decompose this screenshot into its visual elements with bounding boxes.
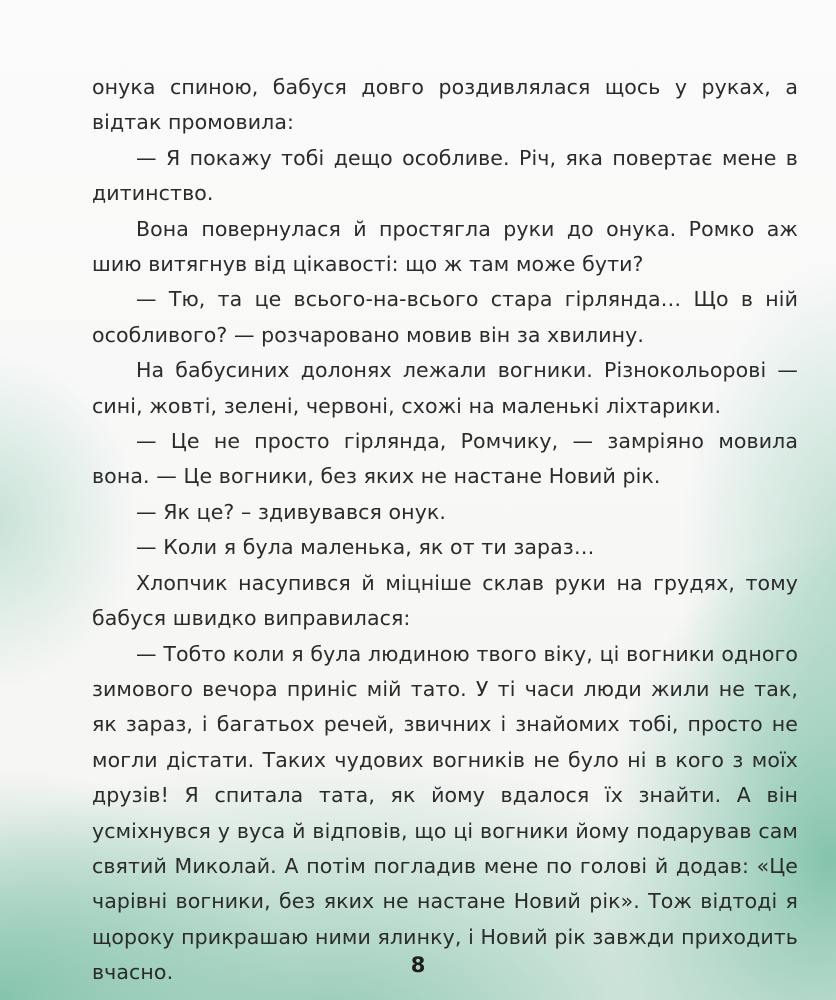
paragraph-7: — Як це? – здивувався онук.	[136, 499, 447, 524]
paragraph-8: — Коли я була маленька, як от ти зараз…	[136, 535, 595, 560]
paragraph-4: — Тю, та це всього-на-всього стара гірлянда… Що в ній особливого? — розчаровано мовив він за хвилину.	[92, 287, 798, 347]
paragraph-9: Хлопчик насупився й міцніше склав руки на грудях, тому бабуся швидко виправилася:	[92, 570, 798, 631]
page-number: 8	[410, 953, 426, 977]
paragraph-1: онука спиною, бабуся довго роздивлялася щось у руках, а відтак промовила:	[92, 75, 798, 135]
story-text	[92, 70, 798, 991]
paragraph-6: — Це не просто гірлянда, Ромчику, — замріяно мовила вона. — Це вогники, без яких не настане Новий рік.	[92, 429, 798, 489]
paragraph-2: — Я покажу тобі дещо особливе. Річ, яка повертає мене в дитинство.	[92, 145, 798, 206]
paragraph-10: — Тобто коли я була людиною твого віку, ці вогники одного зимового вечора приніс мій тато. У ті часи люди жили не так, як зараз, і багатьох речей, звичних і знайомих тобі, просто не могли дістати. Таких чудових вогників не було ні в кого з моїх друзів! Я спитала тата, як йому вдалося їх знайти. А він усміхнувся у вуса й відповів, що ці вогники йому подарував сам святий Миколай. А потім погладив мене по голові й додав: «Це чарівні вогники, без яких не настане Новий рік». Тож відтоді я щороку прикрашаю ними ялинку, і Новий рік завжди приходить вчасно.	[92, 641, 798, 985]
paragraph-3: Вона повернулася й простягла руки до онука. Ромко аж шию витягнув від цікавості: що ж там може бути?	[92, 216, 798, 277]
paragraph-5: На бабусиних долонях лежали вогники. Різнокольорові — сині, жовті, зелені, червоні, схожі на маленькі ліхтарики.	[92, 358, 798, 418]
